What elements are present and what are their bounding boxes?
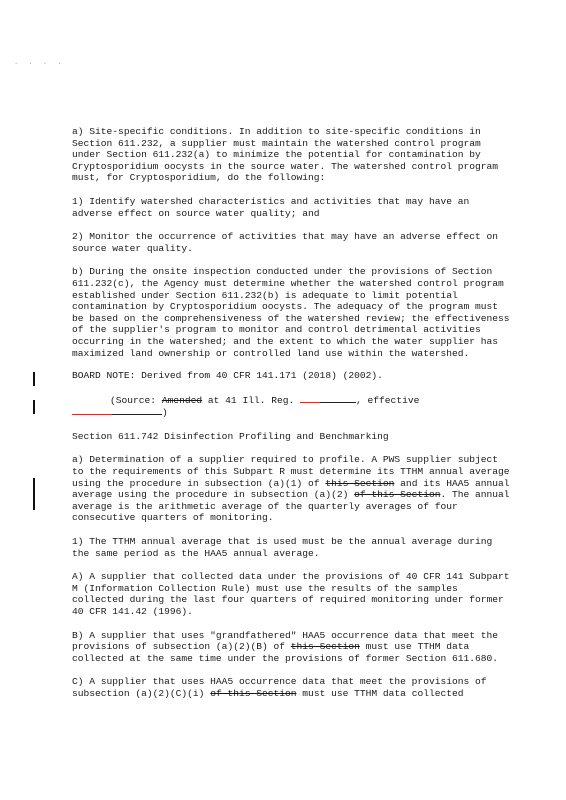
struck-text: this Section xyxy=(325,477,395,489)
blank-line xyxy=(112,406,162,415)
page-mark: . . . . xyxy=(14,59,65,67)
struck-text: of this Section xyxy=(354,489,441,501)
blank-line xyxy=(300,394,320,403)
paragraph-1b: 1) The TTHM annual average that is used must be the annual average during the same period as the HAA5 annual average. xyxy=(72,536,493,559)
source-note: (Source: Amended at 41 Ill. Reg. , effective xyxy=(110,394,420,406)
paragraph-1: 1) Identify watershed characteristics and activities that may have an adverse effect on source water quality; and xyxy=(72,195,470,219)
change-bar xyxy=(33,400,35,414)
struck-text: Amended xyxy=(161,394,203,406)
blank-line xyxy=(320,394,356,403)
paragraph-b: b) During the onsite inspection conducted under the provisions of Section 611.232(c), the Agency must determine whether the watershed control program established under Section 611.232(b) is adequate to limit potential contamination by Cryptosporidium oocysts. The adequacy of the program must be based on the comprehensiveness of the watershed review; the effectiveness of the supplier's program to monitor and control detrimental activities occurring in the watershed; and the extent to which the water supplier has maximized land ownership or controlled land use within the watershed. xyxy=(72,266,510,359)
paragraph-2: 2) Monitor the occurrence of activities that may have an adverse effect on source water quality. xyxy=(72,231,499,254)
section-heading: Section 611.742 Disinfection Profiling and Benchmarking xyxy=(72,430,389,442)
change-bar xyxy=(33,372,35,386)
change-bar xyxy=(33,478,35,510)
paragraph-C: C) A supplier that uses HAA5 occurrence data that meet the provisions of subsection (a)(2)(C)(i) of this Section must use TTHM data collected xyxy=(72,676,487,699)
source-note-close: ) xyxy=(72,406,510,419)
struck-text: of this Section xyxy=(210,687,297,699)
paragraph-a2: a) Determination of a supplier required to profile. A PWS supplier subject to the requirements of this Subpart R must determine its TTHM annual average using the procedure in subsection (a)(1) of this Section and its HAA5 annual average using the procedure in subsection (a)(2) of this Section. The annual average is the arithmetic average of the quarterly averages of four consecutive quarters of monitoring. xyxy=(72,454,510,524)
struck-text: this Section xyxy=(290,641,360,653)
blank-line xyxy=(72,406,112,415)
paragraph-a: a) Site-specific conditions. In addition to site-specific conditions in Section 611.232, a supplier must maintain the watershed control program under Section 611.232(a) to minimize the potential for contamination by Cryptosporidium oocysts in the source water. The watershed control program must, for Cryptosporidium, do the following: xyxy=(72,126,499,184)
paragraph-B: B) A supplier that uses "grandfathered" HAA5 occurrence data that meet the provisions of subsection (a)(2)(B) of this Section must use TTHM data collected at the same time under the provisions of former Section 611.680. xyxy=(72,629,499,664)
board-note: BOARD NOTE: Derived from 40 CFR 141.171 (2018) (2002). xyxy=(72,370,383,382)
paragraph-A: A) A supplier that collected data under the provisions of 40 CFR 141 Subpart M (Information Collection Rule) must use the results of the samples collected during the last four quarters of required monitoring under former 40 CFR 141.42 (1996). xyxy=(72,571,510,617)
document-body xyxy=(72,126,510,700)
